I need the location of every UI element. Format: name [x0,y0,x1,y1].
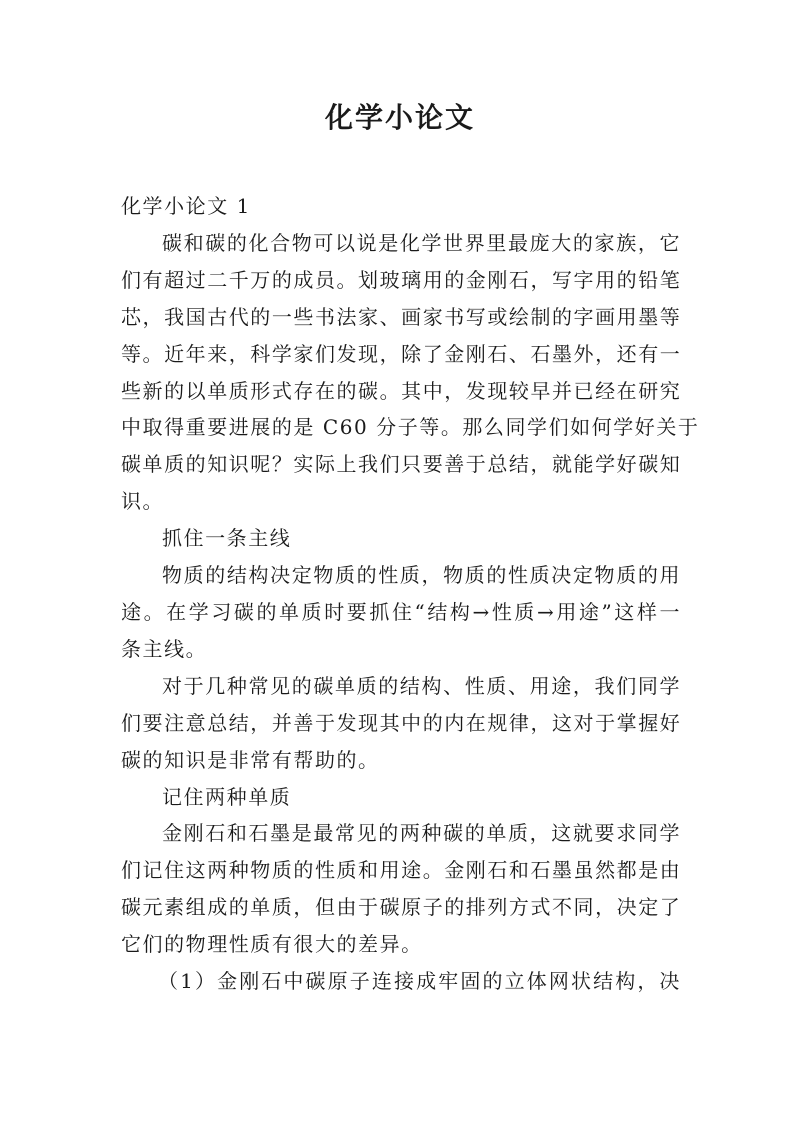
text-line: 物质的结构决定物质的性质，物质的性质决定物质的用 [162,563,681,588]
subheading [121,779,681,816]
text-line: 碳元素组成的单质，但由于碳原子的排列方式不同，决定了 [121,895,682,920]
text-line: 碳和碳的化合物可以说是化学世界里最庞大的家族，它 [162,230,681,255]
document-body [121,188,700,1000]
text-line: 条主线。 [121,636,208,661]
text-line: 芯，我国古代的一些书法家、画家书写或绘制的字画用墨等 [121,304,682,329]
text-line: 们有超过二千万的成员。划玻璃用的金刚石，写字用的铅笔 [121,267,682,292]
paragraph [121,557,681,668]
text-line: 识。 [121,489,165,514]
text-line: 记住两种单质 [162,784,292,809]
text-line: 碳单质的知识呢？实际上我们只要善于总结，就能学好碳知 [121,452,682,477]
text-line: 化学小论文 1 [121,194,251,218]
paragraph [121,815,681,963]
text-line: 途。在学习碳的单质时要抓住“结构→性质→用途”这样一 [121,599,681,624]
text-line: 碳的知识是非常有帮助的。 [121,747,380,772]
subheading [121,520,681,557]
text-line: 金刚石和石墨是最常见的两种碳的单质，这就要求同学 [162,821,681,846]
text-line: 它们的物理性质有很大的差异。 [121,932,423,957]
text-line: 些新的以单质形式存在的碳。其中，发现较早并已经在研究 [121,378,682,403]
section-heading [121,188,681,225]
text-line: 抓住一条主线 [162,526,292,551]
text-line: 中取得重要进展的是 C60 分子等。那么同学们如何学好关于 [121,415,700,440]
text-line: 们要注意总结，并善于发现其中的内在规律，这对于掌握好 [121,710,682,735]
text-line: 对于几种常见的碳单质的结构、性质、用途，我们同学 [162,673,681,698]
paragraph [121,668,681,779]
paragraph [121,225,700,520]
document-title: 化学小论文 [324,101,475,134]
text-line: 们记住这两种物质的性质和用途。金刚石和石墨虽然都是由 [121,858,682,883]
text-line: 等。近年来，科学家们发现，除了金刚石、石墨外，还有一 [121,341,682,366]
text-line: （1）金刚石中碳原子连接成牢固的立体网状结构，决 [158,969,681,994]
paragraph [121,963,681,1000]
